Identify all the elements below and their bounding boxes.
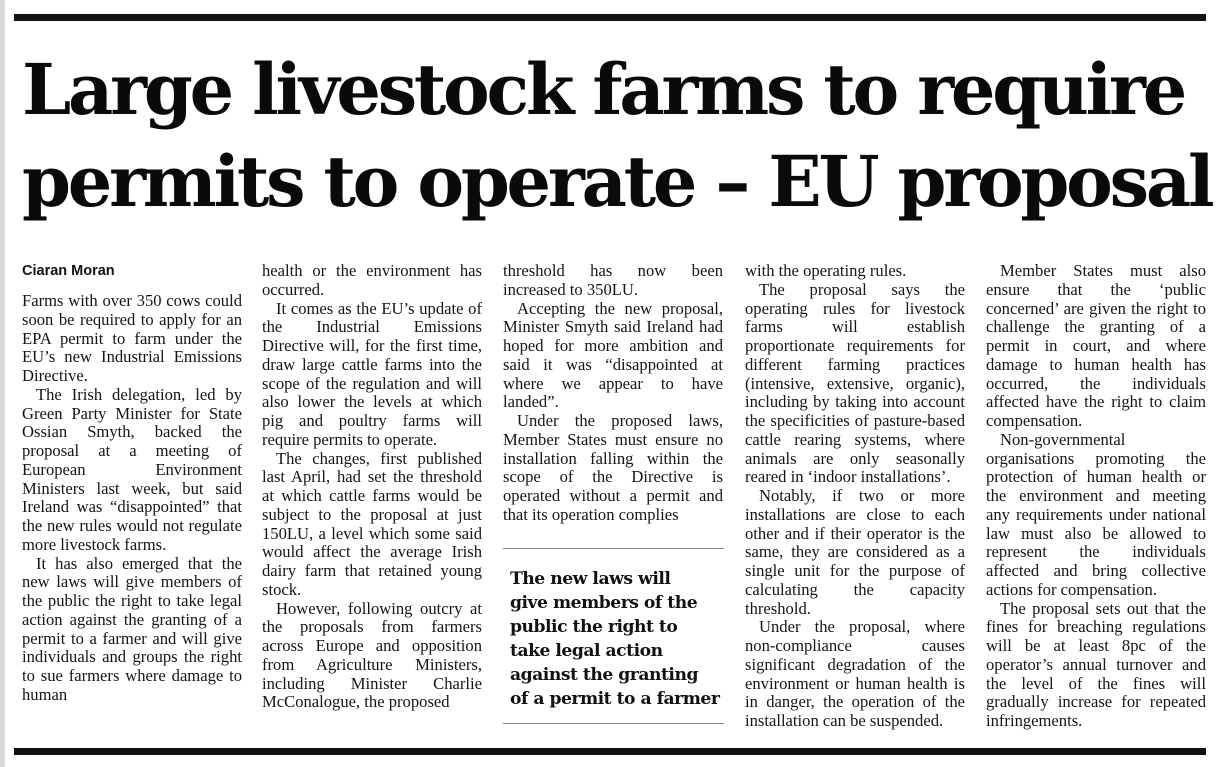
paragraph: Notably, if two or more installations are close to each other and if their operator is the same, they are considered as a single unit for the purpose of calculating the capacity threshold. (745, 486, 965, 618)
paragraph: The changes, first published last April, had set the threshold at which cattle farms would be subject to the proposal at just 150LU, a level which some said would affect the average Irish dairy farm that retained young stock. (262, 448, 482, 599)
headline-line-2: permits to operate – EU proposal (22, 140, 1212, 223)
paragraph: It comes as the EU’s update of the Industrial Emissions Directive will, for the first time, draw large cattle farms into the scope of the regulation and will also lower the levels at which pig and poultry farms will require permits to operate. (262, 298, 482, 449)
top-rule (14, 14, 1206, 21)
headline-line-1: Large livestock farms to require (22, 48, 1185, 131)
pull-quote-line: give members of the (510, 593, 698, 613)
paragraph: It has also emerged that the new laws will give members of the public the right to take legal action against the granting of a permit to a farmer and will give individuals and groups the right to sue farmers where damage to human (22, 553, 242, 704)
paragraph: Under the proposal, where non-compliance causes significant degradation of the environment or human health is in danger, the operation of the installation can be suspended. (745, 617, 965, 730)
paragraph: However, following outcry at the proposals from farmers across Europe and opposition from Agriculture Ministers, including Minister Charlie McConalogue, the proposed (262, 598, 482, 712)
pull-quote (503, 548, 724, 724)
paragraph: threshold has now been increased to 350LU. (503, 261, 723, 299)
pull-quote-line: The new laws will (510, 569, 671, 589)
paragraph: The Irish delegation, led by Green Party Minister for State Ossian Smyth, backed the proposal at a meeting of European Environment Ministers last week, but said Ireland was “disappointed” that the new rules would not regulate more livestock farms. (22, 384, 242, 554)
article-column-5 (986, 262, 1206, 731)
paragraph: Farms with over 350 cows could soon be required to apply for an EPA permit to farm under the EU’s new Industrial Emissions Directive. (22, 291, 242, 385)
paragraph: health or the environment has occurred. (262, 261, 482, 299)
paragraph: Non-governmental organisations promoting the protection of human health or the environment and meeting any requirements under national law must also be allowed to represent the individuals affected and bring collective actions for compensation. (986, 429, 1206, 599)
paragraph: The proposal sets out that the fines for breaching regulations will be at least 8pc of the operator’s annual turnover and the level of the fines will gradually increase for repeated infringements. (986, 598, 1206, 730)
pull-quote-line: take legal action (510, 641, 663, 661)
paragraph: Accepting the new proposal, Minister Smyth said Ireland had hoped for more ambition and said it was “disappointed at where we appear to have landed”. (503, 298, 723, 412)
byline: Ciaran Moran (22, 263, 115, 279)
article-column-4 (745, 262, 965, 731)
article-column-2 (262, 262, 482, 712)
paragraph: The proposal says the operating rules for livestock farms will establish proportionate requirements for different farming practices (intensive, extensive, organic), including by taking into account the specificities of pasture-based cattle rearing systems, where animals are only seasonally reared in ‘indoor installations’. (745, 279, 965, 487)
paragraph: Member States must also ensure that the ‘public concerned’ are given the right to challenge the granting of a permit in court, and where damage to human health has occurred, the individuals affected have the right to claim compensation. (986, 261, 1206, 430)
page-edge-shadow (0, 0, 5, 767)
pull-quote-line: of a permit to a farmer (510, 689, 720, 709)
bottom-rule (14, 748, 1206, 755)
paragraph: Under the proposed laws, Member States must ensure no installation falling within the scope of the Directive is operated without a permit and that its operation complies (503, 411, 723, 524)
pull-quote-line: against the granting (510, 665, 698, 685)
headline (22, 44, 1212, 228)
pull-quote-line: public the right to (510, 617, 678, 637)
article-column-1 (22, 262, 242, 705)
paragraph: with the operating rules. (745, 261, 907, 280)
article-column-3 (503, 262, 723, 525)
